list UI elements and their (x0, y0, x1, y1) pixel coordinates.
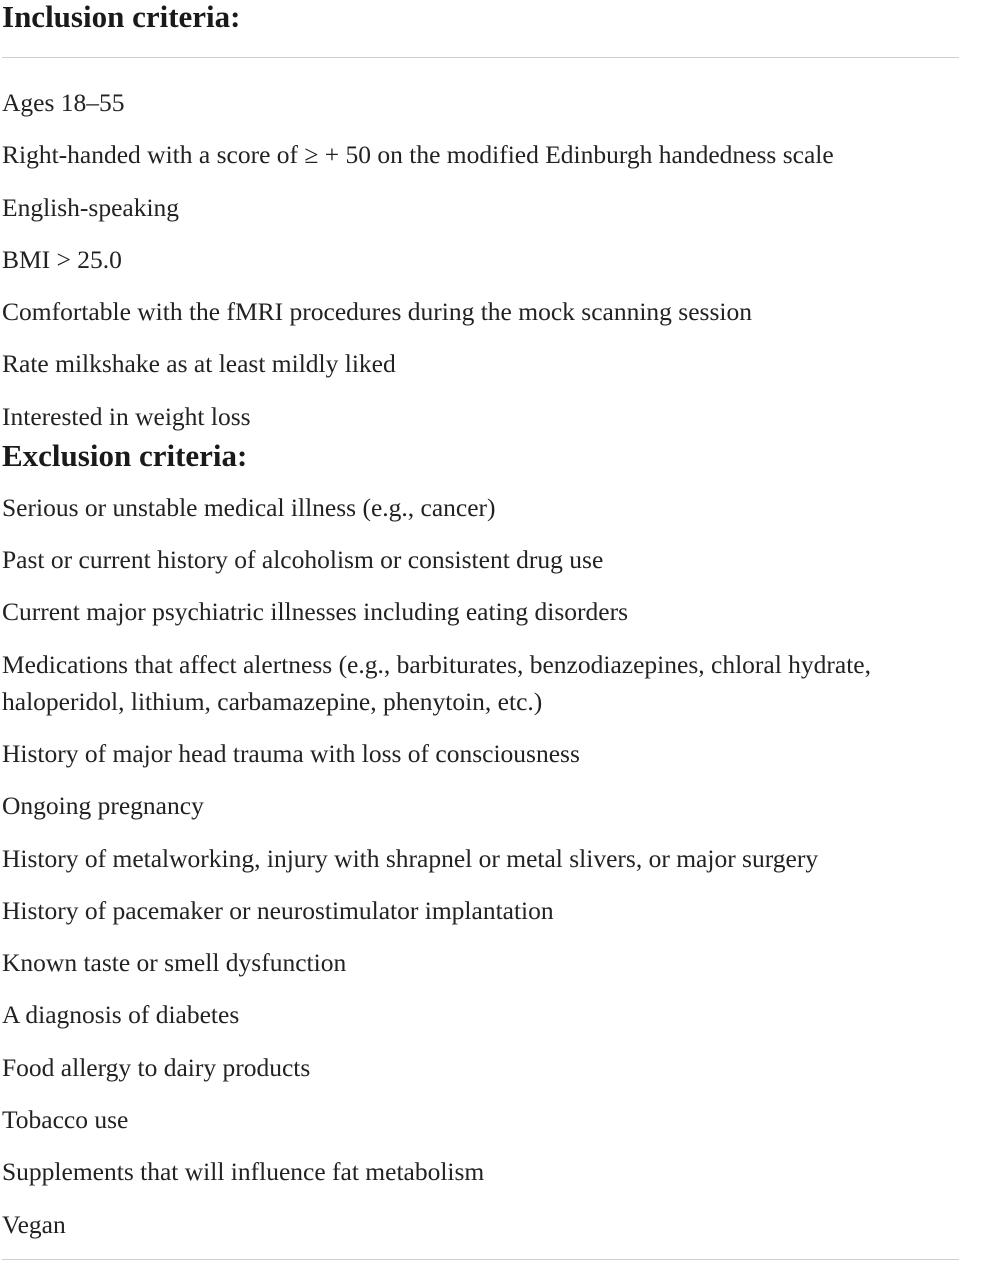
list-item: English-speaking (2, 192, 180, 222)
list-item: Right-handed with a score of ≥ + 50 on the modified Edinburgh handedness scale (2, 140, 834, 170)
list-item: Vegan (2, 1209, 66, 1239)
bottom-divider (2, 1259, 959, 1260)
list-item: Serious or unstable medical illness (e.g., cancer) (2, 492, 496, 522)
exclusion-list (0, 489, 989, 1243)
list-item: Rate milkshake as at least mildly liked (2, 349, 396, 379)
list-item: Comfortable with the fMRI procedures during the mock scanning session (2, 297, 752, 327)
list-item: Ages 18–55 (2, 88, 125, 117)
list-item: Interested in weight loss (2, 401, 251, 431)
list-item: Current major psychiatric illnesses including eating disorders (2, 597, 629, 627)
inclusion-heading: Inclusion criteria: (2, 0, 241, 34)
list-item: Past or current history of alcoholism or consistent drug use (2, 545, 604, 575)
list-item: Supplements that will influence fat metabolism (2, 1157, 485, 1187)
list-item: History of pacemaker or neurostimulator implantation (2, 895, 554, 925)
list-item: BMI > 25.0 (2, 244, 122, 274)
exclusion-heading: Exclusion criteria: (2, 437, 248, 473)
list-item: Ongoing pregnancy (2, 791, 204, 821)
list-item: A diagnosis of diabetes (2, 1000, 240, 1030)
list-item: Tobacco use (2, 1105, 129, 1135)
top-divider (2, 57, 959, 58)
list-item: Known taste or smell dysfunction (2, 948, 347, 978)
list-item: History of metalworking, injury with shrapnel or metal slivers, or major surgery (2, 843, 819, 873)
list-item: Medications that affect alertness (e.g., barbiturates, benzodiazepines, chloral hydrate, haloperidol, lithium, carbamazepine, phenytoin, etc.) (2, 649, 872, 716)
list-item: History of major head trauma with loss of consciousness (2, 738, 580, 768)
inclusion-list (0, 84, 989, 435)
list-item: Food allergy to dairy products (2, 1052, 311, 1082)
